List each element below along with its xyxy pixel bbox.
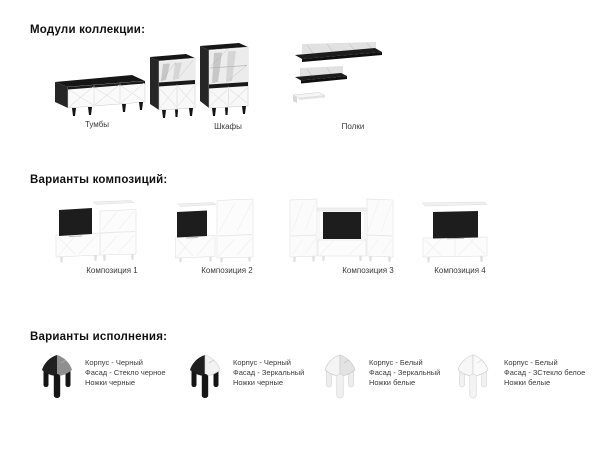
compositions-section-title: Варианты композиций: [30,174,168,186]
finish-swatch-black-mirror-icon [188,353,222,401]
composition-label-1: Композиция 1 [86,266,138,275]
modules-section-title: Модули коллекции: [30,24,146,36]
finish-text-3 [369,358,440,388]
finish-2-facade: Фасад - Зеркальный [233,368,305,377]
finish-4-facade: Фасад - ЗСтекло белое [504,368,586,377]
finish-4-body: Корпус - Белый [504,358,558,367]
finish-text-4 [504,358,585,388]
finish-swatch-black-blackglass-icon [40,353,74,401]
finish-3-facade: Фасад - Зеркальный [369,368,441,377]
finish-3-body: Корпус - Белый [369,358,423,367]
finish-1-body: Корпус - Черный [85,358,143,367]
finish-4-legs: Ножки белые [504,378,551,387]
composition-label-3: Композиция 3 [342,266,394,275]
composition-label-4: Композиция 4 [434,266,486,275]
finish-swatch-white-whiteglass-icon [456,353,490,401]
module-label-shelves: Полки [341,122,365,131]
finish-3-legs: Ножки белые [369,378,416,387]
finish-variant-3 [323,353,357,401]
finish-2-body: Корпус - Черный [233,358,291,367]
module-label-cabinets: Шкафы [214,122,242,131]
finish-2-legs: Ножки черные [233,378,284,387]
finish-1-legs: Ножки черные [85,378,136,387]
finishes-section-title: Варианты исполнения: [30,331,168,343]
module-label-tv-stands: Тумбы [84,120,110,129]
finish-1-facade: Фасад - Стекло черное [85,368,166,377]
finish-text-1 [85,358,166,388]
finish-variant-1 [40,353,74,401]
finish-variant-2 [188,353,222,401]
composition-label-2: Композиция 2 [201,266,253,275]
finish-swatch-white-mirror-icon [323,353,357,401]
finish-variant-4 [456,353,490,401]
finish-text-2 [233,358,304,388]
